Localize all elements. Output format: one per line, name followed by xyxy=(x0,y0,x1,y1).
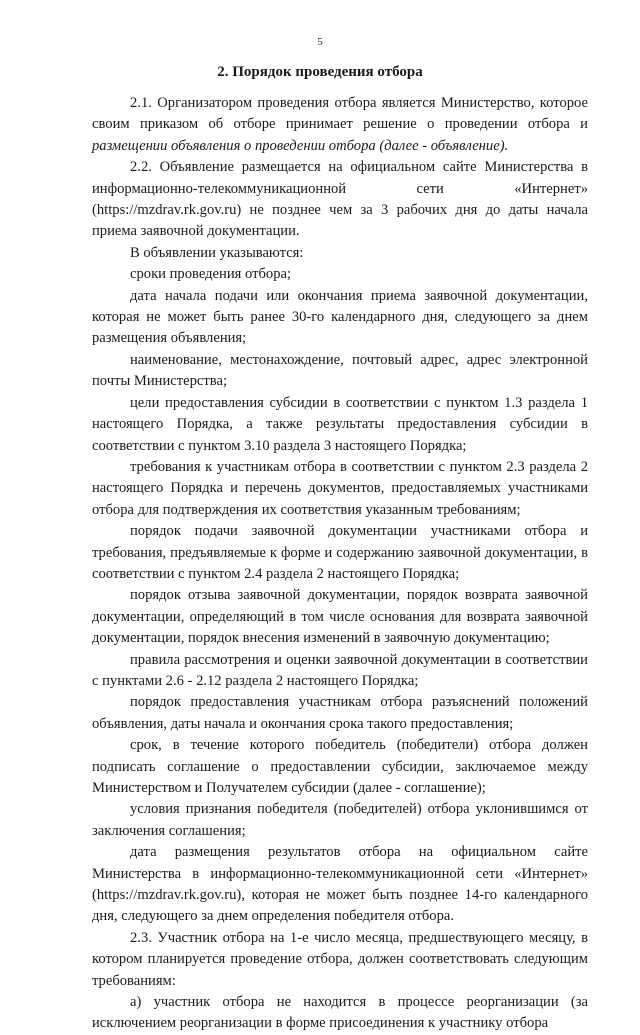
italic-clause: размещении объявления о проведении отбора (далее - объявление). xyxy=(92,137,509,154)
list-item: сроки проведения отбора; xyxy=(130,266,292,283)
list-item: срок, в течение которого победитель (победители) отбора должен подписать соглашение о предоставлении субсидии, заключаемое между Министерством и Получателем субсидии (далее - соглашение); xyxy=(92,737,588,796)
document-body xyxy=(92,93,588,1035)
page-number: 5 xyxy=(317,36,323,48)
list-item: порядок подачи заявочной документации участниками отбора и требования, предъявляемые к форме и содержанию заявочной документации, в соответствии с пунктом 2.4 раздела 2 настоящего Порядка; xyxy=(92,523,588,582)
list-item: наименование, местонахождение, почтовый адрес, адрес электронной почты Министерства; xyxy=(92,351,588,390)
list-item: дата размещения результатов отбора на официальном сайте Министерства в информационно-телекоммуникационной сети «Интернет» (https://mzdrav.rk.gov.ru), которая не может быть позднее 14-го календарного дня, следующего за днем определения победителя отбора. xyxy=(92,844,588,925)
paragraph-2-3-a: а) участник отбора не находится в процессе реорганизации (за исключением реорганизации в форме присоединения к участнику отбора xyxy=(92,994,588,1032)
paragraph-2-3: 2.3. Участник отбора на 1-е число месяца, предшествующего месяцу, в котором планируется проведение отбора, должен соответствовать следующим требованиям: xyxy=(92,929,588,989)
paragraph-announcement-intro: В объявлении указываются: xyxy=(130,244,304,261)
list-item: порядок предоставления участникам отбора разъяснений положений объявления, даты начала и окончания срока такого предоставления; xyxy=(92,694,588,732)
list-item: цели предоставления субсидии в соответствии с пунктом 1.3 раздела 1 настоящего Порядка, а также результаты предоставления субсидии в соответствии с пунктом 3.10 раздела 3 настоящего Порядка; xyxy=(92,394,588,454)
list-item: условия признания победителя (победителей) отбора уклонившимся от заключения соглашения; xyxy=(92,801,588,839)
paragraph-2-1: 2.1. Организатором проведения отбора является Министерство, которое своим приказом об отборе принимает решение о проведении отбора и размещении объявления о проведении отбора (далее - объявление). xyxy=(92,95,588,154)
list-item: требования к участникам отбора в соответствии с пунктом 2.3 раздела 2 настоящего Порядка и перечень документов, предоставляемых участниками отбора для подтверждения их соответствия указанным требованиям; xyxy=(92,458,588,518)
list-item: порядок отзыва заявочной документации, порядок возврата заявочной документации, определяющий в том числе основания для возврата заявочной документации, порядок внесения изменений в заявочную документацию; xyxy=(92,587,588,647)
list-item: правила рассмотрения и оценки заявочной документации в соответствии с пунктами 2.6 - 2.12 раздела 2 настоящего Порядка; xyxy=(92,651,588,689)
section-title: 2. Порядок проведения отбора xyxy=(217,64,423,80)
paragraph-2-2: 2.2. Объявление размещается на официальном сайте Министерства в информационно-телекоммуникационной сети «Интернет» (https://mzdrav.rk.gov.ru) не позднее чем за 3 рабочих дня до даты начала приема заявочной документации. xyxy=(92,159,588,240)
list-item: дата начала подачи или окончания приема заявочной документации, которая не может быть ранее 30-го календарного дня, следующего за днем размещения объявления; xyxy=(92,287,588,347)
